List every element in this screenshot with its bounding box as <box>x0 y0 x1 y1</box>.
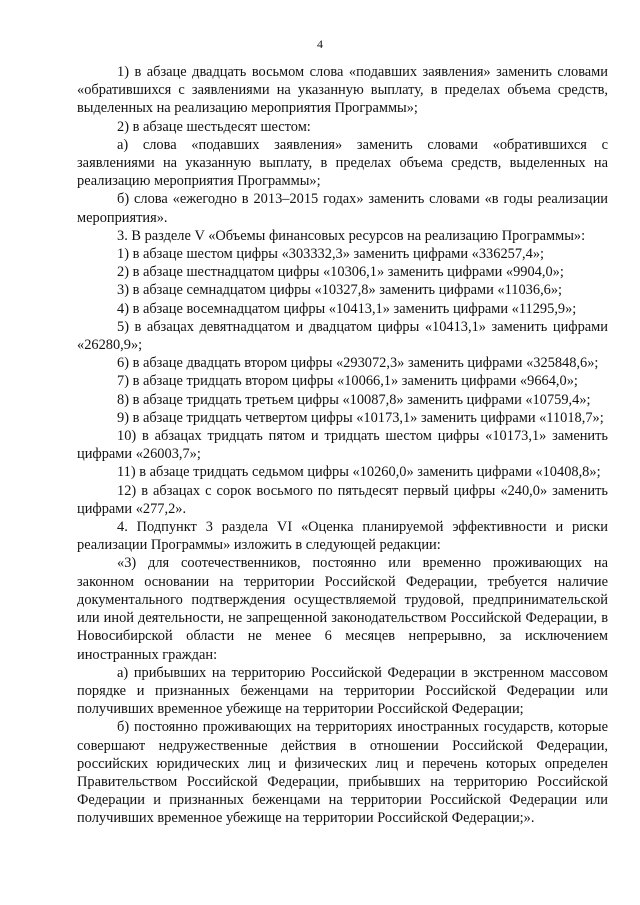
document-body <box>77 63 608 828</box>
paragraph-2-amend-para-66: 2) в абзаце шестьдесят шестом: <box>117 118 311 135</box>
paragraph-section-v: 3. В разделе V «Объемы финансовых ресурсов на реализацию Программы»: <box>117 227 586 244</box>
paragraph-section-vi: 4. Подпункт 3 раздела VI «Оценка планируемой эффективности и риски реализации Программы» изложить в следующей редакции: <box>77 519 608 554</box>
list-item-9: 9) в абзаце тридцать четвертом цифры «10173,1» заменить цифрами «11018,7»; <box>117 409 604 426</box>
list-item-5: 5) в абзацах девятнадцатом и двадцатом цифры «10413,1» заменить цифрами «26280,9»; <box>77 318 608 354</box>
list-item-8: 8) в абзаце тридцать третьем цифры «10087,8» заменить цифрами «10759,4»; <box>117 391 591 408</box>
list-item-1: 1) в абзаце шестом цифры «303332,3» заменить цифрами «336257,4»; <box>117 246 545 263</box>
paragraph-2b: б) слова «ежегодно в 2013–2015 годах» заменить словами «в годы реализации мероприятия». <box>77 191 608 226</box>
page-number: 4 <box>317 37 323 51</box>
list-item-3: 3) в абзаце семнадцатом цифры «10327,8» заменить цифрами «11036,6»; <box>117 282 563 299</box>
list-item-7: 7) в абзаце тридцать втором цифры «10066,1» заменить цифрами «9664,0»; <box>117 373 578 390</box>
paragraph-2a: а) слова «подавших заявления» заменить словами «обратившихся с заявлениями на указанную выплату, в пределах объема средств, выделенных на реализацию мероприятия Программы»; <box>77 136 608 190</box>
list-item-2: 2) в абзаце шестнадцатом цифры «10306,1» заменить цифрами «9904,0»; <box>117 264 564 281</box>
paragraph-1-amend-para-28: 1) в абзаце двадцать восьмом слова «подавших заявления» заменить словами «обратившихся с заявлениями на указанную выплату, в пределах объема средств, выделенных на реализацию мероприятия Программы»; <box>77 64 608 117</box>
list-item-10: 10) в абзацах тридцать пятом и тридцать шестом цифры «10173,1» заменить цифрами «26003,7»; <box>77 428 608 463</box>
paragraph-subitem-3: «3) для соотечественников, постоянно или временно проживающих на законном основании на территории Российской Федерации, требуется наличие документального подтверждения осуществляемой трудовой, предпринимательской или иной деятельности, не запрещенной законодательством Российской Федерации, в Новосибирской области не менее 6 месяцев непрерывно, за исключением иностранных граждан: <box>77 555 608 663</box>
list-item-11: 11) в абзаце тридцать седьмом цифры «10260,0» заменить цифрами «10408,8»; <box>117 464 601 481</box>
list-item-12: 12) в абзацах с сорок восьмого по пятьдесят первый цифры «240,0» заменить цифрами «277,2». <box>77 482 608 517</box>
list-item-6: 6) в абзаце двадцать втором цифры «293072,3» заменить цифрами «325848,6»; <box>117 355 599 372</box>
list-item-4: 4) в абзаце восемнадцатом цифры «10413,1» заменить цифрами «11295,9»; <box>117 300 577 317</box>
paragraph-subitem-3b: б) постоянно проживающих на территориях иностранных государств, которые совершают недружественные действия в отношении Российской Федерации, российских юридических лиц и физических лиц и перечень которых определен Правительством Российской Федерации, прибывших на территорию Российской Федерации и признанных беженцами на территории Российской Федерации или получивших временное убежище на территории Российской Федерации;». <box>77 719 608 827</box>
paragraph-subitem-3a: а) прибывших на территорию Российской Федерации в экстренном массовом порядке и признанных беженцами на территории Российской Федерации или получивших временное убежище на территории Российской Федерации; <box>77 664 608 718</box>
